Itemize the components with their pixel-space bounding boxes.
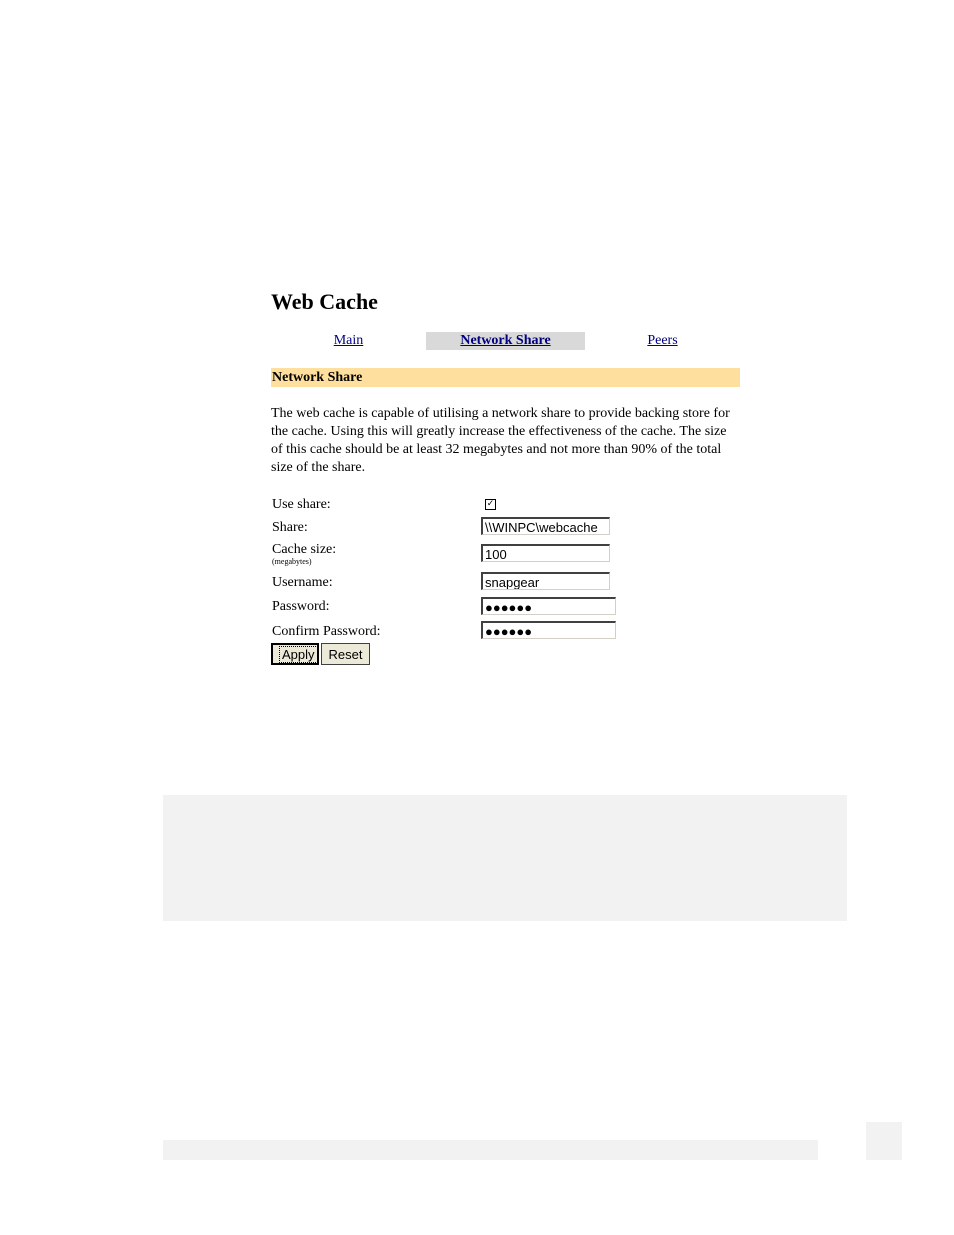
reset-button[interactable]: Reset <box>321 643 370 665</box>
tab-peers[interactable]: Peers <box>647 333 678 348</box>
confirm-password-row <box>271 623 741 645</box>
page-title: Web Cache <box>271 289 378 314</box>
tab-bar <box>271 332 740 350</box>
section-header <box>271 368 740 387</box>
cache-size-row <box>271 541 741 566</box>
tab-main[interactable]: Main <box>333 333 364 348</box>
cache-size-unit: (megabytes) <box>272 557 312 566</box>
page-number-box <box>866 1122 902 1160</box>
tab-network-share[interactable]: Network Share <box>426 332 585 350</box>
checkmark-icon: ✓ <box>486 499 495 509</box>
username-input[interactable]: snapgear <box>481 572 610 590</box>
apply-button-label: Apply <box>279 646 318 663</box>
password-row <box>271 598 741 620</box>
gray-content-panel <box>163 795 847 921</box>
password-label: Password: <box>272 599 330 614</box>
footer-bar <box>163 1140 818 1160</box>
username-row <box>271 574 741 596</box>
use-share-checkbox[interactable] <box>485 499 496 510</box>
section-title: Network Share <box>272 370 363 385</box>
cache-size-input[interactable]: 100 <box>481 544 610 562</box>
apply-button[interactable] <box>271 643 319 665</box>
share-input[interactable]: \\WINPC\webcache <box>481 517 610 535</box>
use-share-row <box>271 496 741 518</box>
password-input[interactable]: ●●●●●● <box>481 597 616 615</box>
share-label: Share: <box>272 520 308 535</box>
description-text: The web cache is capable of utilising a network share to provide backing store for the cache. Using this will greatly increase the effectiveness of the cache. The size of this cache should be at least 32 megabytes and not more than 90% of the total size of the share. <box>271 406 730 475</box>
username-label: Username: <box>272 575 333 590</box>
confirm-password-input[interactable]: ●●●●●● <box>481 621 616 639</box>
use-share-label: Use share: <box>272 497 331 512</box>
cache-size-label: Cache size: <box>272 542 337 557</box>
confirm-password-label: Confirm Password: <box>272 624 381 639</box>
share-row <box>271 519 741 541</box>
